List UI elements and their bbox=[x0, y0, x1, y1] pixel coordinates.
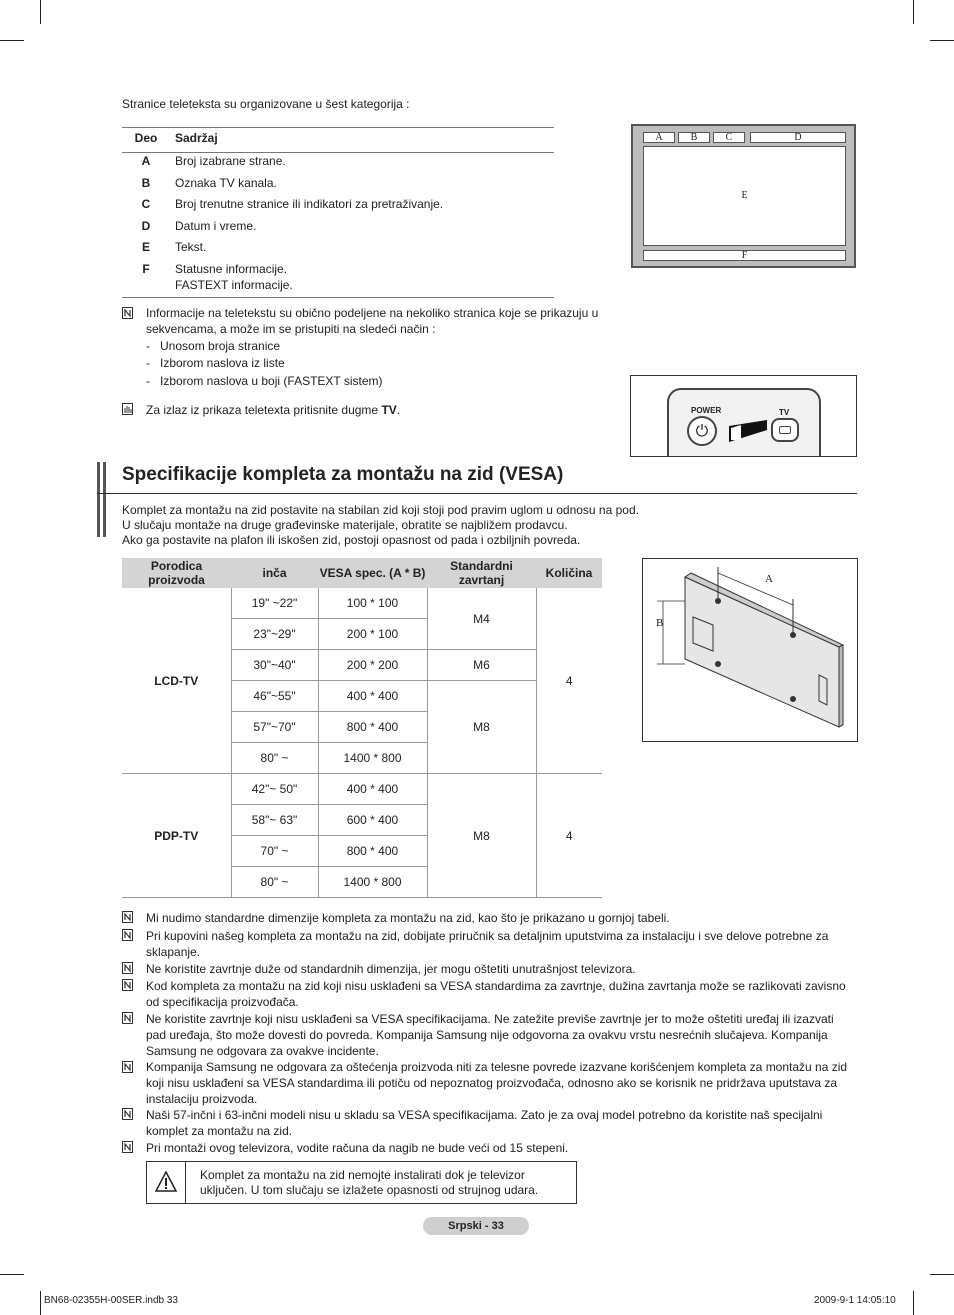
warning-icon bbox=[155, 1171, 177, 1193]
qty-cell: 4 bbox=[536, 774, 602, 898]
section-intro-3: Ako ga postavite na plafon ili iskošen zid, postoji opasnost od pada i ozbiljnih povreda. bbox=[122, 533, 581, 547]
note-text: Kod kompleta za montažu na zid koji nisu usklađeni sa VESA standardima za zavrtnje, dužina zavrtanja može se razlikovati zavisno od specifikacija proizvođača. bbox=[146, 979, 846, 1009]
list-item: - Unosom broja stranice bbox=[146, 339, 281, 353]
category-table-header bbox=[122, 131, 554, 151]
inch-cell: 70" ~ bbox=[231, 836, 318, 867]
warning-box bbox=[146, 1161, 577, 1204]
inch-cell: 58"~ 63" bbox=[231, 805, 318, 836]
header-vesa: VESA spec. (A * B) bbox=[318, 558, 427, 588]
header-qty: Količina bbox=[536, 558, 602, 588]
inch-cell: 46"~55" bbox=[231, 681, 318, 712]
header-inch: inča bbox=[231, 558, 318, 588]
dimension-a-label: A bbox=[765, 573, 773, 585]
vesa-header-row bbox=[122, 558, 602, 588]
table-rule bbox=[122, 127, 554, 128]
table-row bbox=[122, 154, 554, 174]
note-text: Ne koristite zavrtnje koji nisu usklađeni sa VESA specifikacijama. Ne zatežite previše zavrtnje jer to može oštetiti uređaj ili izazvati pad uređaja, što može dovesti do povreda. Kompanija Samsung nije odgovorna za ovakvu vrstu nesrećnih slučajeva. Kompanija Samsung ne odgovara za ovakve incidente. bbox=[146, 1012, 834, 1058]
note-icon bbox=[122, 979, 133, 991]
note-text: Pri kupovini našeg kompleta za montažu na zid, dobijate priručnik sa detaljnim uputstvima za instalaciju i sve delove potrebne za sklapanje. bbox=[146, 929, 829, 959]
qty-cell: 4 bbox=[536, 588, 602, 774]
inch-cell: 42"~ 50" bbox=[231, 774, 318, 805]
screw-cell: M4 bbox=[427, 588, 536, 650]
diagram-box-a: A bbox=[643, 132, 675, 143]
note-icon bbox=[122, 307, 133, 319]
note-icon bbox=[122, 911, 133, 923]
note-text: Mi nudimo standardne dimenzije kompleta za montažu na zid, kao što je prikazano u gornjoj tabeli. bbox=[146, 911, 670, 925]
intro-text: Stranice teleteksta su organizovane u šest kategorija : bbox=[122, 97, 410, 111]
row-desc: Datum i vreme. bbox=[175, 219, 257, 233]
page-number: Srpski - 33 bbox=[423, 1217, 529, 1235]
table-row bbox=[122, 197, 554, 217]
diagram-box-d: D bbox=[750, 132, 846, 143]
inch-cell: 80" ~ bbox=[231, 867, 318, 898]
crop-mark bbox=[913, 1291, 914, 1315]
note-icon bbox=[122, 962, 133, 974]
note-text: Naši 57-inčni i 63-inčni modeli nisu u skladu sa VESA specifikacijama. Zato je za ovaj model potrebno da koristite naš specijalni komplet za montažu na zid. bbox=[146, 1108, 823, 1138]
tv-button-icon bbox=[771, 418, 799, 442]
row-letter: C bbox=[141, 197, 151, 211]
row-letter: A bbox=[141, 154, 151, 168]
teletext-diagram bbox=[631, 124, 856, 268]
power-icon: ⏻ bbox=[687, 416, 717, 446]
bullet-text: Unosom broja stranice bbox=[160, 339, 281, 353]
section-intro-2: U slučaju montaže na druge građevinske materijale, obratite se najbližem prodavcu. bbox=[122, 518, 568, 532]
table-row bbox=[122, 176, 554, 196]
arrow-icon bbox=[729, 418, 769, 444]
row-letter: E bbox=[141, 240, 150, 254]
section-title: Specifikacije kompleta za montažu na zid (VESA) bbox=[122, 464, 564, 485]
vesa-cell: 1400 * 800 bbox=[318, 743, 427, 774]
row-desc: Oznaka TV kanala. bbox=[175, 176, 277, 190]
row-desc: Tekst. bbox=[175, 240, 207, 254]
row-desc: Broj izabrane strane. bbox=[175, 154, 286, 168]
table-row bbox=[122, 240, 554, 260]
vesa-cell: 1400 * 800 bbox=[318, 867, 427, 898]
bullet-text: Izborom naslova iz liste bbox=[160, 356, 285, 370]
crop-mark bbox=[0, 40, 24, 41]
dimension-b-label: B bbox=[656, 617, 664, 629]
vesa-cell: 100 * 100 bbox=[318, 588, 427, 619]
note-text: Pri montaži ovog televizora, vodite računa da nagib ne bude veći od 15 stepeni. bbox=[146, 1141, 569, 1155]
info-note-line1: Informacije na teletekstu su obično podeljene na nekoliko stranica koje se prikazuju u bbox=[146, 306, 599, 320]
diagram-box-b: B bbox=[678, 132, 710, 143]
row-letter: D bbox=[141, 219, 151, 233]
vesa-cell: 200 * 100 bbox=[318, 619, 427, 650]
vesa-cell: 800 * 400 bbox=[318, 836, 427, 867]
header-screw: Standardni zavrtanj bbox=[427, 558, 536, 588]
inch-cell: 23"~29" bbox=[231, 619, 318, 650]
vesa-table bbox=[122, 558, 602, 898]
note-text: Ne koristite zavrtnje duže od standardnih dimenzija, jer mogu oštetiti unutrašnjost televizora. bbox=[146, 962, 636, 976]
crop-mark bbox=[930, 1274, 954, 1275]
vesa-cell: 200 * 200 bbox=[318, 650, 427, 681]
row-letter: B bbox=[141, 176, 151, 190]
note-icon bbox=[122, 1108, 133, 1120]
row-letter: F bbox=[142, 262, 150, 276]
diagram-box-e: E bbox=[643, 146, 846, 246]
family-pdp: PDP-TV bbox=[122, 774, 231, 898]
inch-cell: 57"~70" bbox=[231, 712, 318, 743]
exit-note bbox=[146, 402, 400, 418]
header-sadrzaj: Sadržaj bbox=[175, 131, 218, 145]
table-rule bbox=[122, 152, 554, 153]
vesa-cell: 800 * 400 bbox=[318, 712, 427, 743]
exit-note-text: Za izlaz iz prikaza teletexta pritisnite dugme bbox=[146, 403, 382, 417]
row-desc: Broj trenutne stranice ili indikatori za pretraživanje. bbox=[175, 197, 444, 211]
power-label: POWER bbox=[691, 406, 722, 415]
vesa-cell: 600 * 400 bbox=[318, 805, 427, 836]
warning-line1: Komplet za montažu na zid nemojte instalirati dok je televizor bbox=[200, 1168, 525, 1182]
crop-mark bbox=[930, 40, 954, 41]
heading-rule bbox=[97, 493, 857, 494]
note-icon bbox=[122, 1061, 133, 1073]
remote-illustration bbox=[630, 375, 857, 457]
note-icon bbox=[122, 1012, 133, 1024]
footer-date: 2009-9-1 14:05:10 bbox=[814, 1295, 896, 1306]
diagram-box-c: C bbox=[713, 132, 745, 143]
list-item: - Izborom naslova iz liste bbox=[146, 356, 285, 370]
crop-mark bbox=[40, 1291, 41, 1315]
screw-cell: M6 bbox=[427, 650, 536, 681]
exit-note-key: TV bbox=[381, 403, 397, 417]
tv-label: TV bbox=[779, 408, 790, 417]
inch-cell: 19" ~22" bbox=[231, 588, 318, 619]
list-item: - Izborom naslova u boji (FASTEXT sistem) bbox=[146, 374, 383, 388]
hand-icon bbox=[122, 403, 133, 415]
bullet-text: Izborom naslova u boji (FASTEXT sistem) bbox=[160, 374, 383, 388]
note-icon bbox=[122, 1141, 133, 1153]
section-intro-1: Komplet za montažu na zid postavite na stabilan zid koji stoji pod pravim uglom u odnosu na pod. bbox=[122, 503, 639, 517]
table-row bbox=[122, 262, 554, 296]
warning-line2: uključen. U tom slučaju se izlažete opasnosti od strujnog udara. bbox=[200, 1183, 539, 1197]
inch-cell: 80" ~ bbox=[231, 743, 318, 774]
screw-cell: M8 bbox=[427, 681, 536, 774]
crop-mark bbox=[0, 1274, 24, 1275]
header-family: Porodica proizvoda bbox=[122, 558, 231, 588]
family-lcd: LCD-TV bbox=[122, 588, 231, 774]
info-note-line2: sekvencama, a može im se pristupiti na sledeći način : bbox=[146, 322, 436, 336]
vesa-cell: 400 * 400 bbox=[318, 681, 427, 712]
inch-cell: 30"~40" bbox=[231, 650, 318, 681]
diagram-box-f: F bbox=[643, 250, 846, 261]
row-desc: Statusne informacije. bbox=[175, 262, 288, 276]
table-rule bbox=[122, 297, 554, 298]
footer-file: BN68-02355H-00SER.indb 33 bbox=[44, 1295, 178, 1306]
wall-mount-diagram bbox=[642, 558, 858, 742]
table-row bbox=[122, 774, 602, 805]
heading-bar bbox=[97, 462, 100, 537]
note-icon bbox=[122, 929, 133, 941]
note-text: Kompanija Samsung ne odgovara za oštećenja proizvoda niti za telesne povrede izazvane korišćenjem kompleta za montažu na zid koji nisu usklađeni sa VESA standardima ili potiču od nepoznatog proizvođača, odnosno ako se korisnik ne pridržava uputstava za instalaciju proizvoda. bbox=[146, 1060, 848, 1106]
vesa-cell: 400 * 400 bbox=[318, 774, 427, 805]
row-desc: FASTEXT informacije. bbox=[175, 278, 293, 292]
tv-back-illustration bbox=[643, 559, 857, 741]
table-row bbox=[122, 588, 602, 619]
heading-bar bbox=[103, 462, 106, 537]
table-row bbox=[122, 219, 554, 239]
header-deo: Deo bbox=[134, 131, 158, 145]
exit-note-end: . bbox=[396, 403, 401, 417]
crop-mark bbox=[40, 0, 41, 24]
crop-mark bbox=[913, 0, 914, 24]
screw-cell: M8 bbox=[427, 774, 536, 898]
